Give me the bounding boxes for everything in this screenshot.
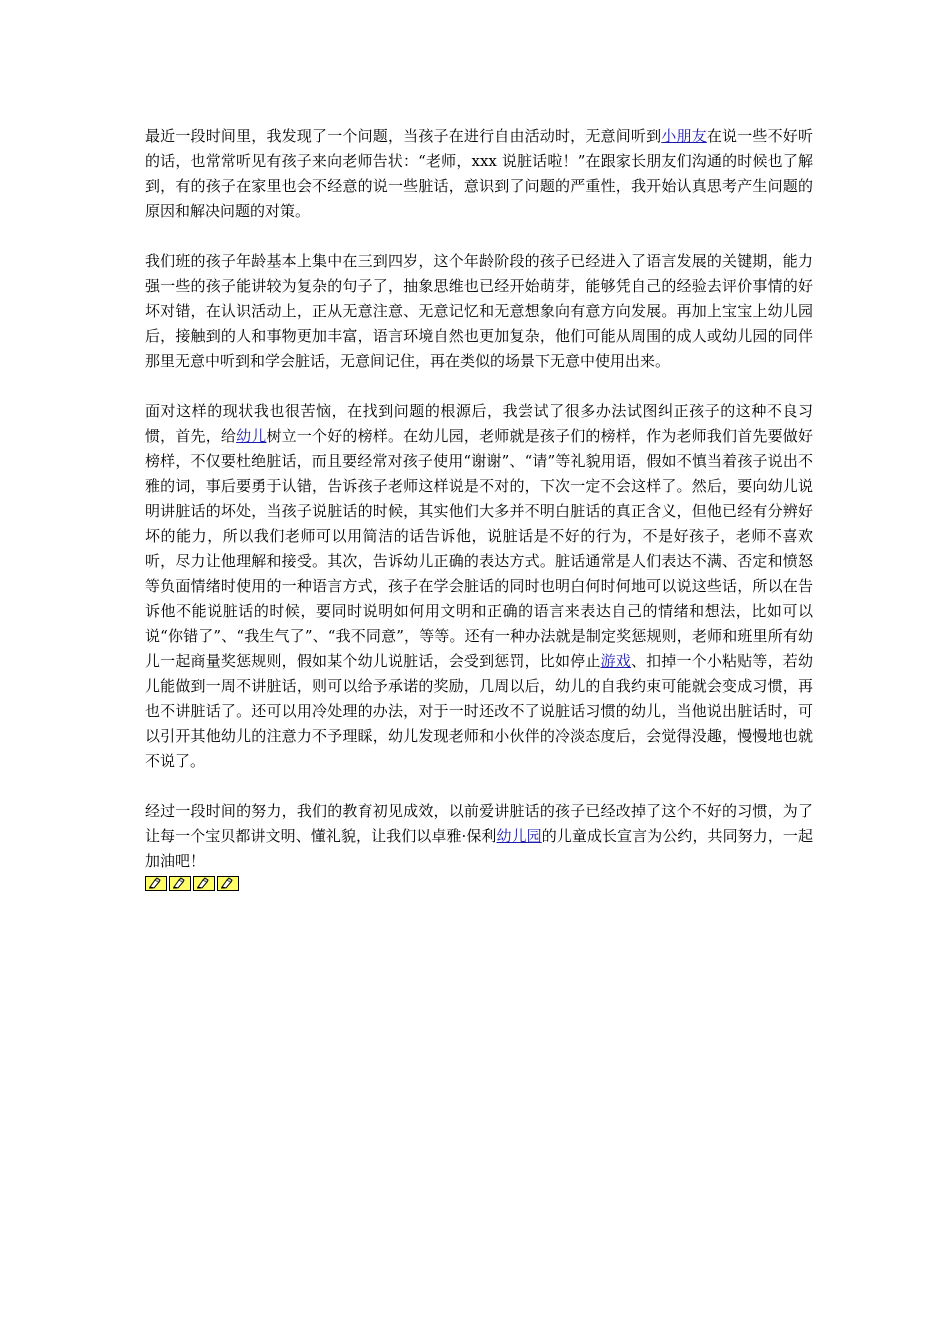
writing-hand-icon[interactable] [169, 876, 191, 891]
paragraph-3-text-1: 面对这样的现状我也很苦恼，在找到问题的根源后，我尝试了很多办法试图纠正孩子的这种不良习惯，首先，给 [145, 402, 813, 445]
link-you-er[interactable]: 幼儿 [236, 427, 267, 445]
paragraph-1 [145, 124, 813, 224]
paragraph-4-text-2: 的儿童成长宣言为公约，共同努力，一起加油吧！ [145, 827, 813, 870]
document-body [145, 124, 813, 891]
icon-row [145, 876, 813, 891]
link-you-er-yuan[interactable]: 幼儿园 [496, 827, 542, 845]
paragraph-4-text-1: 经过一段时间的努力，我们的教育初见成效，以前爱讲脏话的孩子已经改掉了这个不好的习惯，为了让每一个宝贝都讲文明、懂礼貌，让我们以卓雅·保利 [145, 802, 813, 845]
writing-hand-icon[interactable] [217, 876, 239, 891]
paragraph-1-text-1: 最近一段时间里，我发现了一个问题，当孩子在进行自由活动时，无意间听到 [145, 127, 662, 145]
paragraph-4 [145, 799, 813, 874]
link-you-xi[interactable]: 游戏 [600, 652, 631, 670]
link-xiao-peng-you[interactable]: 小朋友 [661, 127, 707, 145]
paragraph-3-text-3: 、扣掉一个小粘贴等，若幼儿能做到一周不讲脏话，则可以给予承诺的奖励，几周以后，幼儿的自我约束可能就会变成习惯，再也不讲脏话了。还可以用冷处理的办法，对于一时还改不了说脏话习惯的幼儿，当他说出脏话时，可以引开其他幼儿的注意力不予理睬，幼儿发现老师和小伙伴的冷淡态度后，会觉得没趣，慢慢地也就不说了。 [145, 652, 813, 770]
paragraph-3-text-2: 树立一个好的榜样。在幼儿园，老师就是孩子们的榜样，作为老师我们首先要做好榜样，不仅要杜绝脏话，而且要经常对孩子使用“谢谢”、“请”等礼貌用语，假如不慎当着孩子说出不雅的词，事后要勇于认错，告诉孩子老师这样说是不对的，下次一定不会这样了。然后，要向幼儿说明讲脏话的坏处，当孩子说脏话的时候，其实他们大多并不明白脏话的真正含义，但他已经有分辨好坏的能力，所以我们老师可以用简洁的话告诉他，说脏话是不好的行为，不是好孩子，老师不喜欢听，尽力让他理解和接受。其次，告诉幼儿正确的表达方式。脏话通常是人们表达不满、否定和愤怒等负面情绪时使用的一种语言方式，孩子在学会脏话的同时也明白何时何地可以说这些话，所以在告诉他不能说脏话的时候，要同时说明如何用文明和正确的语言来表达自己的情绪和想法，比如可以说“你错了”、“我生气了”、“我不同意”，等等。还有一种办法就是制定奖惩规则，老师和班里所有幼儿一起商量奖惩规则，假如某个幼儿说脏话，会受到惩罚，比如停止 [145, 427, 813, 670]
writing-hand-icon[interactable] [145, 876, 167, 891]
paragraph-1-text-2: 在说一些不好听的话，也常常听见有孩子来向老师告状：“老师，xxx 说脏话啦！”在跟家长朋友们沟通的时候也了解到，有的孩子在家里也会不经意的说一些脏话，意识到了问题的严重性，我开始认真思考产生问题的原因和解决问题的对策。 [145, 127, 813, 220]
paragraph-3 [145, 399, 813, 774]
paragraph-2 [145, 249, 813, 374]
writing-hand-icon[interactable] [193, 876, 215, 891]
paragraph-2-text-1: 我们班的孩子年龄基本上集中在三到四岁，这个年龄阶段的孩子已经进入了语言发展的关键期，能力强一些的孩子能讲较为复杂的句子了，抽象思维也已经开始萌芽，能够凭自己的经验去评价事情的好坏对错，在认识活动上，正从无意注意、无意记忆和无意想象向有意方向发展。再加上宝宝上幼儿园后，接触到的人和事物更加丰富，语言环境自然也更加复杂，他们可能从周围的成人或幼儿园的同伴那里无意中听到和学会脏话，无意间记住，再在类似的场景下无意中使用出来。 [145, 252, 813, 370]
